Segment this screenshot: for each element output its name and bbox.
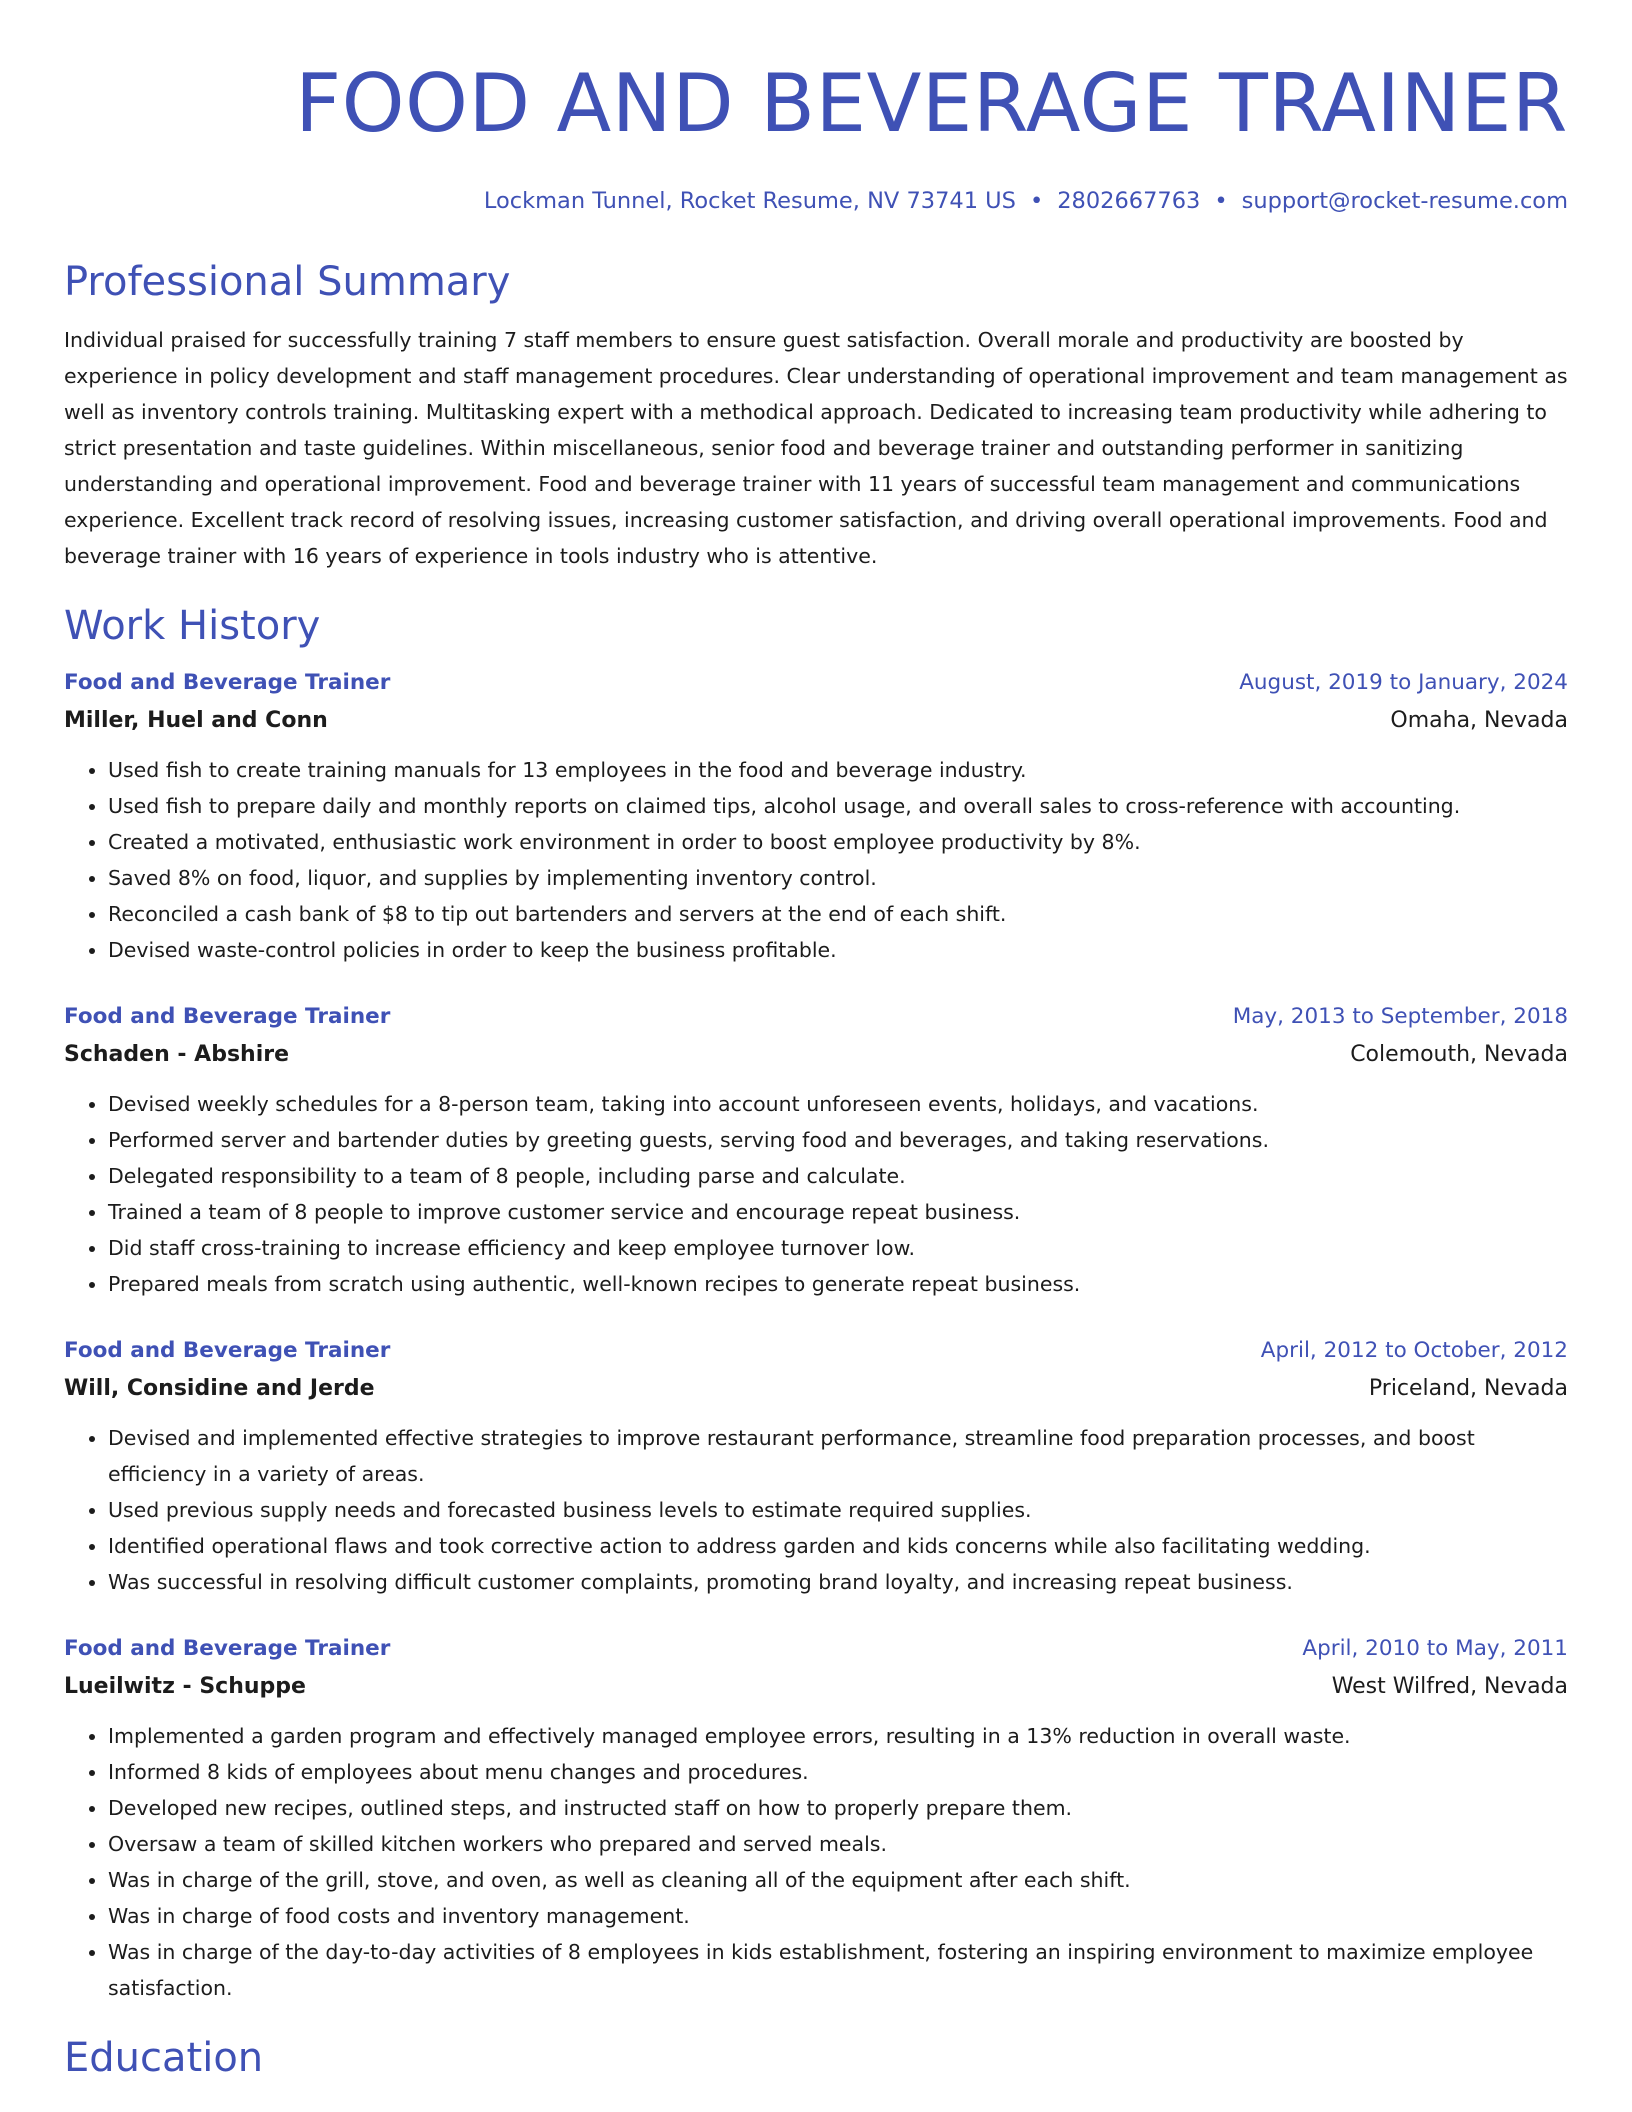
job-entry [64, 998, 1568, 1302]
summary-heading: Professional Summary [64, 259, 511, 305]
job-location: Omaha, Nevada [1390, 708, 1568, 733]
job-bullet-list [64, 1086, 1568, 1302]
job-subheader [64, 1370, 1568, 1408]
work-history-heading: Work History [64, 603, 321, 649]
job-bullet: • Did staff cross-training to increase efficiency and keep employee turnover low. [108, 1230, 1568, 1266]
job-bullet: • Delegated responsibility to a team of 8 people, including parse and calculate. [108, 1158, 1568, 1194]
job-bullet: • Devised weekly schedules for a 8-person team, taking into account unforeseen events, holidays, and vacations. [108, 1086, 1568, 1122]
contact-email[interactable]: support@rocket-resume.com [1241, 188, 1568, 214]
job-bullet-list [64, 752, 1568, 968]
education-heading: Education [64, 2035, 264, 2081]
job-bullet: • Used fish to create training manuals for 13 employees in the food and beverage industry. [108, 752, 1568, 788]
job-header [64, 664, 1568, 702]
contact-address: Lockman Tunnel, Rocket Resume, NV 73741 US [483, 188, 1016, 214]
job-location: Colemouth, Nevada [1350, 1042, 1568, 1067]
job-location: Priceland, Nevada [1368, 1376, 1568, 1401]
job-company: Lueilwitz - Schuppe [64, 1674, 306, 1699]
job-company: Schaden - Abshire [64, 1042, 290, 1067]
job-entry [64, 1332, 1568, 1600]
contact-separator: • [1029, 188, 1044, 214]
job-bullet: • Was in charge of the day-to-day activities of 8 employees in kids establishment, fostering an inspiring environment to maximize employee satisfaction. [108, 1934, 1568, 2006]
job-entry [64, 1630, 1568, 2006]
job-header [64, 1332, 1568, 1370]
job-dates: May, 2013 to September, 2018 [1232, 1004, 1568, 1029]
resume-name: FOOD AND BEVERAGE TRAINER [295, 57, 1568, 150]
job-dates: April, 2012 to October, 2012 [1260, 1338, 1568, 1363]
job-subheader [64, 1036, 1568, 1074]
job-header [64, 998, 1568, 1036]
job-bullet: • Implemented a garden program and effectively managed employee errors, resulting in a 13% reduction in overall waste. [108, 1718, 1568, 1754]
contact-separator: • [1214, 188, 1228, 214]
job-bullet: • Reconciled a cash bank of $8 to tip out bartenders and servers at the end of each shift. [108, 896, 1568, 932]
job-header [64, 1630, 1568, 1668]
job-title: Food and Beverage Trainer [64, 1338, 391, 1363]
job-bullet: • Oversaw a team of skilled kitchen workers who prepared and served meals. [108, 1826, 1568, 1862]
job-title: Food and Beverage Trainer [64, 670, 391, 695]
job-entry [64, 664, 1568, 968]
job-bullet: • Was successful in resolving difficult customer complaints, promoting brand loyalty, and increasing repeat business. [108, 1564, 1568, 1600]
job-bullet: • Was in charge of food costs and inventory management. [108, 1898, 1568, 1934]
job-bullet: • Was in charge of the grill, stove, and oven, as well as cleaning all of the equipment after each shift. [108, 1862, 1568, 1898]
job-bullet: • Identified operational flaws and took corrective action to address garden and kids concerns while also facilitating wedding. [108, 1528, 1568, 1564]
job-bullet: • Trained a team of 8 people to improve customer service and encourage repeat business. [108, 1194, 1568, 1230]
job-bullet: • Devised and implemented effective strategies to improve restaurant performance, streamline food preparation processes, and boost efficiency in a variety of areas. [108, 1420, 1568, 1492]
job-bullet: • Informed 8 kids of employees about menu changes and procedures. [108, 1754, 1568, 1790]
job-bullet: • Used previous supply needs and forecasted business levels to estimate required supplies. [108, 1492, 1568, 1528]
job-title: Food and Beverage Trainer [64, 1004, 391, 1029]
job-bullet: • Devised waste-control policies in order to keep the business profitable. [108, 932, 1568, 968]
contact-phone: 2802667763 [1057, 188, 1201, 214]
job-location: West Wilfred, Nevada [1331, 1674, 1568, 1699]
job-bullet: • Created a motivated, enthusiastic work environment in order to boost employee productivity by 8%. [108, 824, 1568, 860]
summary-text: Individual praised for successfully training 7 staff members to ensure guest satisfaction. Overall morale and productivity are boosted by experience in policy development and staff management procedures. Clear understanding of operational improvement and team management as well as inventory controls training. Multitasking expert with a methodical approach. Dedicated to increasing team productivity while adhering to strict presentation and taste guidelines. Within miscellaneous, senior food and beverage trainer and outstanding performer in sanitizing understanding and operational improvement. Food and beverage trainer with 11 years of successful team management and communications experience. Excellent track record of resolving issues, increasing customer satisfaction, and driving overall operational improvements. Food and beverage trainer with 16 years of experience in tools industry who is attentive. [64, 328, 1568, 568]
resume-page [64, 0, 1568, 2082]
job-title: Food and Beverage Trainer [64, 1636, 391, 1661]
job-bullet: • Performed server and bartender duties by greeting guests, serving food and beverages, and taking reservations. [108, 1122, 1568, 1158]
job-bullet: • Prepared meals from scratch using authentic, well-known recipes to generate repeat business. [108, 1266, 1568, 1302]
job-bullet: • Developed new recipes, outlined steps, and instructed staff on how to properly prepare them. [108, 1790, 1568, 1826]
job-company: Will, Considine and Jerde [64, 1376, 375, 1401]
job-list [64, 664, 1568, 2006]
job-company: Miller, Huel and Conn [64, 708, 328, 733]
job-subheader [64, 702, 1568, 740]
job-bullet: • Saved 8% on food, liquor, and supplies by implementing inventory control. [108, 860, 1568, 896]
job-bullet: • Used fish to prepare daily and monthly reports on claimed tips, alcohol usage, and overall sales to cross-reference with accounting. [108, 788, 1568, 824]
job-subheader [64, 1668, 1568, 1706]
job-dates: April, 2010 to May, 2011 [1302, 1636, 1568, 1661]
job-bullet-list [64, 1420, 1568, 1600]
job-dates: August, 2019 to January, 2024 [1239, 670, 1568, 695]
job-bullet-list [64, 1718, 1568, 2006]
contact-line [64, 186, 1568, 216]
